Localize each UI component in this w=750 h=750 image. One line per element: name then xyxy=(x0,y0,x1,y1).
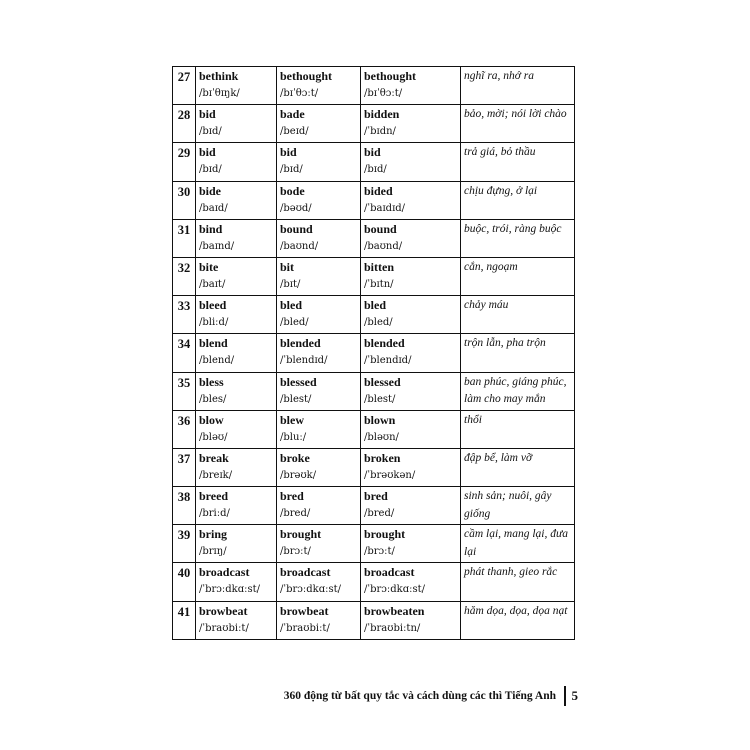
base-form-pronunciation: /bles/ xyxy=(199,393,227,405)
past-participle-pronunciation: /ˈbraʊbiːtn/ xyxy=(364,622,421,634)
past-participle-cell xyxy=(361,143,461,181)
meaning-text: nghĩ ra, nhớ ra xyxy=(464,70,535,82)
base-form-cell xyxy=(196,67,277,105)
past-participle-word: bid xyxy=(364,145,381,160)
past-simple-pronunciation: /bɪt/ xyxy=(280,278,301,290)
past-participle-cell xyxy=(361,525,461,563)
table-row xyxy=(173,334,575,372)
past-participle-cell xyxy=(361,219,461,257)
meaning-text: hăm dọa, dọa, dọa nạt xyxy=(464,604,568,617)
base-form-word: bite xyxy=(199,259,219,274)
row-number: 35 xyxy=(173,372,196,410)
meaning-cell xyxy=(461,525,575,563)
past-simple-cell xyxy=(277,143,361,181)
table-row xyxy=(173,410,575,448)
base-form-pronunciation: /breɪk/ xyxy=(199,469,233,481)
base-form-word: bring xyxy=(199,527,228,542)
past-simple-word: broadcast xyxy=(280,565,331,580)
past-participle-pronunciation: /ˈblendɪd/ xyxy=(364,355,412,367)
row-number: 28 xyxy=(173,105,196,143)
table-row xyxy=(173,296,575,334)
past-participle-pronunciation: /ˈbɪtn/ xyxy=(364,278,394,290)
past-participle-word: bitten xyxy=(364,259,394,274)
row-number: 34 xyxy=(173,334,196,372)
past-simple-pronunciation: /bred/ xyxy=(280,508,311,520)
row-number: 33 xyxy=(173,296,196,334)
base-form-cell xyxy=(196,219,277,257)
base-form-pronunciation: /bɪd/ xyxy=(199,164,222,176)
past-participle-pronunciation: /bɪd/ xyxy=(364,164,387,176)
past-participle-pronunciation: /baʊnd/ xyxy=(364,240,403,252)
past-participle-cell xyxy=(361,563,461,601)
past-simple-cell xyxy=(277,105,361,143)
row-number: 39 xyxy=(173,525,196,563)
table-row xyxy=(173,257,575,295)
table-row xyxy=(173,372,575,410)
meaning-cell xyxy=(461,563,575,601)
past-simple-word: bled xyxy=(280,298,303,313)
base-form-word: bid xyxy=(199,107,216,122)
past-participle-cell xyxy=(361,487,461,525)
past-simple-cell xyxy=(277,181,361,219)
past-simple-word: bid xyxy=(280,145,297,160)
past-simple-cell xyxy=(277,410,361,448)
row-number: 41 xyxy=(173,601,196,639)
past-simple-word: browbeat xyxy=(280,603,329,618)
base-form-word: bethink xyxy=(199,69,239,83)
past-participle-pronunciation: /bɪˈθɔːt/ xyxy=(364,88,403,99)
base-form-pronunciation: /bliːd/ xyxy=(199,317,229,329)
past-participle-word: bidden xyxy=(364,107,400,122)
meaning-cell xyxy=(461,410,575,448)
meaning-cell xyxy=(461,487,575,525)
base-form-pronunciation: /ˈbrɔːdkɑːst/ xyxy=(199,584,261,596)
base-form-word: bid xyxy=(199,145,216,160)
base-form-pronunciation: /bləʊ/ xyxy=(199,431,228,443)
base-form-pronunciation: /baɪnd/ xyxy=(199,240,235,252)
meaning-cell xyxy=(461,257,575,295)
base-form-pronunciation: /baɪt/ xyxy=(199,278,226,290)
meaning-text: đập bể, làm vỡ xyxy=(464,451,533,464)
table-row xyxy=(173,448,575,486)
meaning-cell xyxy=(461,143,575,181)
past-participle-pronunciation: /ˈbrəʊkən/ xyxy=(364,469,416,481)
past-participle-word: bound xyxy=(364,221,397,236)
base-form-word: blow xyxy=(199,412,224,427)
verb-table-body xyxy=(173,67,575,640)
past-participle-word: blown xyxy=(364,412,396,427)
meaning-text: chịu đựng, ở lại xyxy=(464,184,538,197)
meaning-cell xyxy=(461,372,575,410)
past-simple-cell xyxy=(277,219,361,257)
past-simple-cell xyxy=(277,296,361,334)
past-participle-cell xyxy=(361,601,461,639)
base-form-word: bind xyxy=(199,221,223,236)
base-form-word: breed xyxy=(199,489,229,504)
row-number: 32 xyxy=(173,257,196,295)
base-form-cell xyxy=(196,410,277,448)
past-participle-word: bethought xyxy=(364,69,417,83)
past-simple-pronunciation: /bluː/ xyxy=(280,431,307,443)
past-participle-pronunciation: /bled/ xyxy=(364,317,393,329)
past-simple-word: bound xyxy=(280,221,313,236)
meaning-text: ban phúc, giáng phúc, làm cho may mắn xyxy=(464,375,567,405)
past-participle-cell xyxy=(361,181,461,219)
book-title: 360 động từ bất quy tắc và cách dùng các thì Tiếng Anh xyxy=(283,690,556,702)
meaning-text: trộn lẫn, pha trộn xyxy=(464,337,546,350)
past-simple-pronunciation: /bɪˈθɔːt/ xyxy=(280,88,319,99)
past-simple-cell xyxy=(277,601,361,639)
past-simple-cell xyxy=(277,67,361,105)
past-participle-word: broadcast xyxy=(364,565,415,580)
base-form-cell xyxy=(196,181,277,219)
past-participle-pronunciation: /brɔːt/ xyxy=(364,546,395,558)
meaning-text: phát thanh, gieo rắc xyxy=(464,566,558,579)
base-form-word: blend xyxy=(199,336,228,351)
past-participle-word: broken xyxy=(364,450,401,465)
base-form-cell xyxy=(196,563,277,601)
table-row xyxy=(173,181,575,219)
past-participle-pronunciation: /ˈbrɔːdkɑːst/ xyxy=(364,584,426,596)
base-form-word: break xyxy=(199,450,229,465)
irregular-verb-table xyxy=(172,66,575,640)
row-number: 38 xyxy=(173,487,196,525)
past-simple-word: broke xyxy=(280,450,310,465)
row-number: 37 xyxy=(173,448,196,486)
base-form-cell xyxy=(196,487,277,525)
table-row xyxy=(173,105,575,143)
table-row xyxy=(173,67,575,105)
past-participle-pronunciation: /blest/ xyxy=(364,393,396,405)
past-simple-cell xyxy=(277,334,361,372)
meaning-text: sinh sản; nuôi, gây giống xyxy=(464,490,552,520)
base-form-cell xyxy=(196,525,277,563)
past-participle-cell xyxy=(361,410,461,448)
past-participle-cell xyxy=(361,67,461,105)
base-form-word: browbeat xyxy=(199,603,248,618)
meaning-cell xyxy=(461,67,575,105)
base-form-pronunciation: /baɪd/ xyxy=(199,202,228,214)
past-participle-pronunciation: /ˈbaɪdɪd/ xyxy=(364,202,406,214)
base-form-word: bleed xyxy=(199,298,227,313)
footer-divider xyxy=(564,686,566,706)
past-participle-cell xyxy=(361,448,461,486)
past-simple-pronunciation: /bəʊd/ xyxy=(280,202,312,214)
past-participle-word: bled xyxy=(364,298,387,313)
table-row xyxy=(173,143,575,181)
past-simple-pronunciation: /blest/ xyxy=(280,393,312,405)
base-form-pronunciation: /brɪŋ/ xyxy=(199,546,227,558)
table-row xyxy=(173,487,575,525)
meaning-cell xyxy=(461,181,575,219)
meaning-text: chảy máu xyxy=(464,299,509,312)
meaning-text: trả giá, bỏ thầu xyxy=(464,146,536,159)
base-form-cell xyxy=(196,334,277,372)
past-participle-cell xyxy=(361,105,461,143)
past-simple-cell xyxy=(277,372,361,410)
past-participle-cell xyxy=(361,257,461,295)
past-simple-pronunciation: /bled/ xyxy=(280,317,309,329)
past-participle-word: brought xyxy=(364,527,406,542)
page-footer xyxy=(284,686,578,706)
base-form-pronunciation: /ˈbraʊbiːt/ xyxy=(199,622,249,634)
base-form-cell xyxy=(196,105,277,143)
page-number: 5 xyxy=(571,688,578,703)
past-simple-word: blessed xyxy=(280,374,317,389)
past-participle-cell xyxy=(361,372,461,410)
meaning-text: buộc, trói, ràng buộc xyxy=(464,222,562,235)
meaning-cell xyxy=(461,219,575,257)
meaning-text: cầm lại, mang lại, đưa lại xyxy=(464,528,569,558)
meaning-cell xyxy=(461,334,575,372)
past-simple-word: bade xyxy=(280,107,305,122)
past-simple-cell xyxy=(277,563,361,601)
past-simple-word: brought xyxy=(280,527,322,542)
meaning-cell xyxy=(461,296,575,334)
base-form-pronunciation: /briːd/ xyxy=(199,508,230,520)
past-simple-pronunciation: /bɪd/ xyxy=(280,164,303,176)
past-participle-pronunciation: /bred/ xyxy=(364,508,395,520)
row-number: 27 xyxy=(173,67,196,105)
row-number: 36 xyxy=(173,410,196,448)
past-participle-word: browbeaten xyxy=(364,603,425,618)
base-form-word: bless xyxy=(199,374,224,389)
base-form-pronunciation: /bɪd/ xyxy=(199,126,222,138)
past-simple-cell xyxy=(277,448,361,486)
table-row xyxy=(173,563,575,601)
past-participle-word: blessed xyxy=(364,374,401,389)
meaning-cell xyxy=(461,601,575,639)
past-simple-cell xyxy=(277,525,361,563)
base-form-cell xyxy=(196,296,277,334)
meaning-text: bảo, mời; nói lời chào xyxy=(464,108,567,121)
past-simple-pronunciation: /ˈblendɪd/ xyxy=(280,355,328,367)
base-form-word: bide xyxy=(199,183,222,198)
row-number: 30 xyxy=(173,181,196,219)
base-form-cell xyxy=(196,257,277,295)
meaning-text: thổi xyxy=(464,413,482,426)
past-simple-pronunciation: /brəʊk/ xyxy=(280,469,317,481)
meaning-cell xyxy=(461,105,575,143)
row-number: 31 xyxy=(173,219,196,257)
past-participle-word: bred xyxy=(364,489,388,504)
past-simple-word: bethought xyxy=(280,69,333,83)
table-row xyxy=(173,525,575,563)
past-simple-pronunciation: /beɪd/ xyxy=(280,126,309,138)
meaning-cell xyxy=(461,448,575,486)
past-participle-cell xyxy=(361,296,461,334)
table-row xyxy=(173,601,575,639)
past-simple-pronunciation: /baʊnd/ xyxy=(280,240,319,252)
row-number: 40 xyxy=(173,563,196,601)
past-participle-word: bided xyxy=(364,183,393,198)
base-form-cell xyxy=(196,143,277,181)
past-simple-word: blew xyxy=(280,412,304,427)
past-simple-pronunciation: /ˈbraʊbiːt/ xyxy=(280,622,330,634)
base-form-word: broadcast xyxy=(199,565,250,580)
past-simple-word: bit xyxy=(280,259,295,274)
past-simple-word: bred xyxy=(280,489,304,504)
past-participle-pronunciation: /bləʊn/ xyxy=(364,431,399,443)
base-form-cell xyxy=(196,601,277,639)
row-number: 29 xyxy=(173,143,196,181)
past-simple-word: bode xyxy=(280,183,305,198)
past-participle-word: blended xyxy=(364,336,405,351)
base-form-cell xyxy=(196,448,277,486)
past-simple-cell xyxy=(277,487,361,525)
meaning-text: cắn, ngoạm xyxy=(464,260,518,273)
table-row xyxy=(173,219,575,257)
past-simple-word: blended xyxy=(280,336,321,351)
past-participle-pronunciation: /ˈbɪdn/ xyxy=(364,126,396,138)
past-simple-pronunciation: /ˈbrɔːdkɑːst/ xyxy=(280,584,342,596)
past-simple-cell xyxy=(277,257,361,295)
past-simple-pronunciation: /brɔːt/ xyxy=(280,546,311,558)
base-form-cell xyxy=(196,372,277,410)
base-form-pronunciation: /bɪˈθɪŋk/ xyxy=(199,88,240,99)
base-form-pronunciation: /blend/ xyxy=(199,355,235,367)
past-participle-cell xyxy=(361,334,461,372)
